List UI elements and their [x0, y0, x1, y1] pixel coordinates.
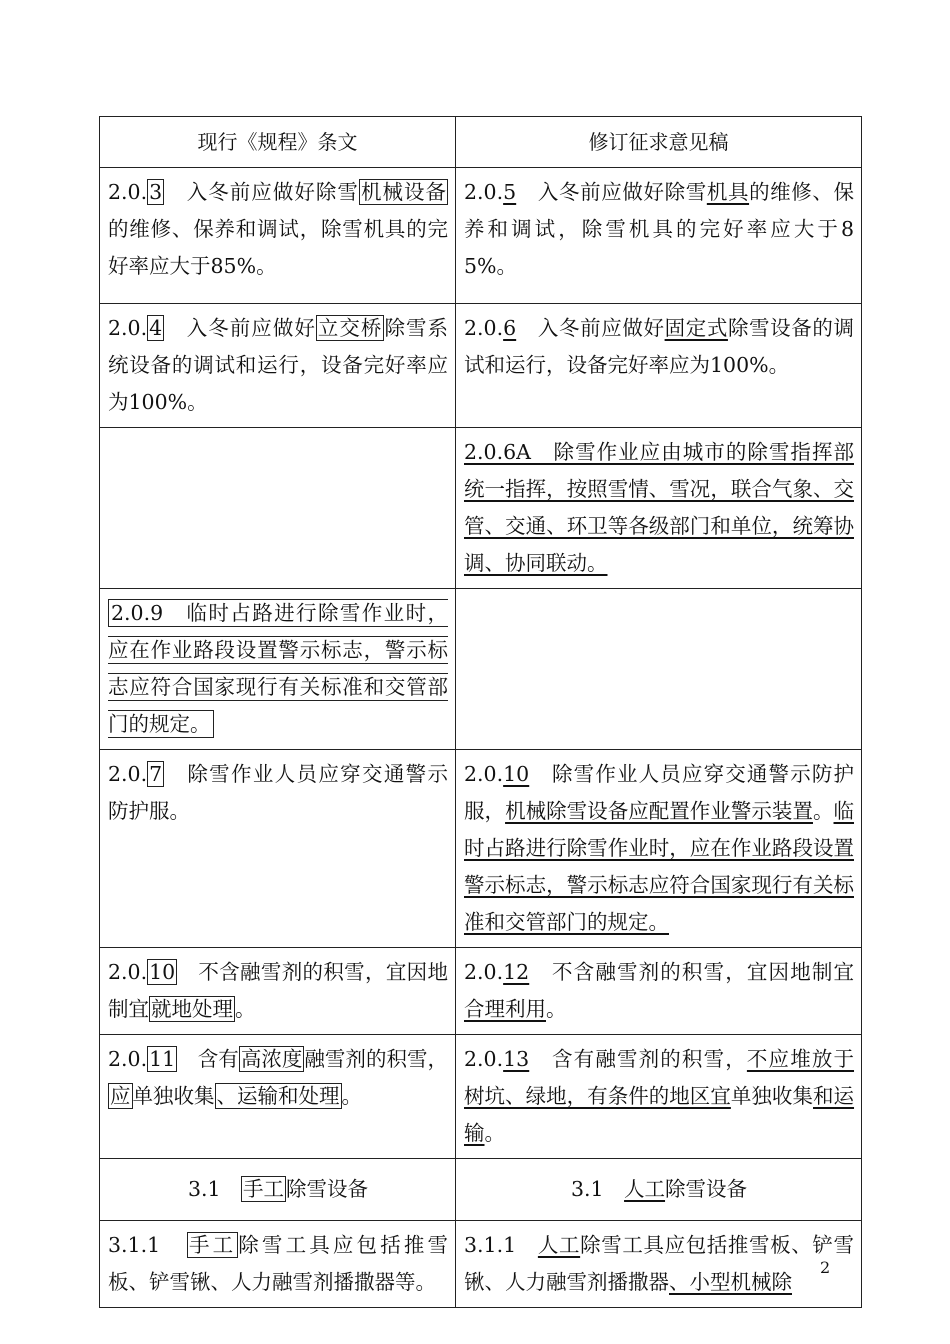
clause-text: 。 [341, 1084, 362, 1108]
table-row [100, 1221, 862, 1308]
clause-text: 除雪作业人员应穿交通警示防护服。 [108, 762, 448, 823]
current-clause-cell [100, 1221, 456, 1308]
clause-text: 。 [235, 997, 256, 1021]
clause-text: 单独收集 [730, 1084, 813, 1108]
clause-text: 不含融雪剂的积雪，宜因地制宜 [529, 960, 854, 984]
current-clause-cell [100, 589, 456, 750]
clause-text: 3.1 [570, 1177, 625, 1201]
current-clause-cell [100, 428, 456, 589]
table-row [100, 304, 862, 428]
underlined-added-text: 机具 [706, 180, 750, 204]
clause-text: 。 [812, 799, 834, 823]
revised-clause-cell [456, 750, 862, 948]
clause-text: 2.0. [108, 180, 148, 204]
revised-clause-cell [456, 1035, 862, 1159]
revised-clause-cell [456, 428, 862, 589]
underlined-added-text: 13 [503, 1047, 530, 1071]
clause-text: 除雪设备 [665, 1177, 748, 1201]
clause-text: 。 [546, 997, 567, 1021]
clause-text: 除雪系统设备的调试和运行，设备完好率应为100%。 [108, 316, 449, 414]
current-clause-cell [100, 1159, 456, 1221]
underlined-added-text: 不应堆放于树坑、绿地，有条件的地区宜 [464, 1047, 855, 1108]
table-row [100, 750, 862, 948]
clause-text: 除雪作业人员应穿交通警示防护服， [464, 762, 854, 823]
current-clause-cell [100, 304, 456, 428]
clause-text: 入冬前应做好除雪 [516, 180, 707, 204]
current-clause-cell [100, 750, 456, 948]
current-clause-cell [100, 948, 456, 1035]
table-row [100, 428, 862, 589]
clause-text: 2.0. [108, 960, 148, 984]
table-row [100, 1035, 862, 1159]
underlined-added-text: 合理利用 [464, 997, 546, 1021]
underlined-added-text: 临时占路进行除雪作业时，应在作业路段设置警示标志，警示标志应符合国家现行有关标准和交管部门的规定。 [464, 799, 855, 934]
underlined-added-text: 机械除雪设备应配置作业警示装置 [505, 799, 813, 823]
clause-text: 2.0. [108, 762, 148, 786]
boxed-deleted-text: 高浓度 [240, 1047, 303, 1071]
underlined-added-text: 10 [503, 762, 530, 786]
clause-text: 入冬前应做好 [164, 316, 316, 340]
clause-text: 的维修、保养和调试，除雪机具的完好率应大于85%。 [464, 180, 855, 278]
boxed-deleted-text: 10 [149, 960, 176, 984]
clause-text: 的维修、保养和调试，除雪机具的完好率应大于85%。 [108, 217, 448, 278]
underlined-added-text: 12 [503, 960, 530, 984]
comparison-table [99, 116, 862, 1308]
table-header-row [100, 117, 862, 168]
clause-text: 2.0. [108, 316, 148, 340]
clause-text: 2.0. [464, 316, 504, 340]
boxed-deleted-clause: 2.0.9 临时占路进行除雪作业时，应在作业路段设置警示标志，警示标志应符合国家现行有关标准和交管部门的规定。 [108, 601, 448, 736]
underlined-added-text: 人工 [624, 1177, 666, 1201]
revised-clause-cell [456, 1159, 862, 1221]
current-clause-cell [100, 1035, 456, 1159]
revised-clause-cell [456, 589, 862, 750]
boxed-deleted-text: 手工 [243, 1177, 285, 1201]
header-revision-draft: 修订征求意见稿 [456, 117, 862, 168]
boxed-deleted-text: 7 [149, 762, 163, 786]
table-row [100, 948, 862, 1035]
table-body [100, 168, 862, 1308]
clause-text: 2.0. [464, 762, 504, 786]
underlined-added-text: 2.0.6A 除雪作业应由城市的除雪指挥部统一指挥，按照雪情、雪况，联合气象、交管、交通、环卫等各级部门和单位，统筹协调、协同联动。 [464, 440, 854, 575]
revised-clause-cell [456, 304, 862, 428]
underlined-added-text: 固定式 [664, 316, 728, 340]
boxed-deleted-text: 机械设备 [360, 180, 447, 204]
underlined-added-text: 6 [503, 316, 517, 340]
boxed-deleted-text: 3 [149, 180, 163, 204]
clause-text: 2.0. [464, 1047, 504, 1071]
boxed-deleted-text: 就地处理 [151, 997, 233, 1021]
clause-text: 含有融雪剂的积雪， [529, 1047, 747, 1071]
current-clause-cell [100, 168, 456, 304]
page-number: 2 [820, 1258, 831, 1277]
revised-clause-cell [456, 1221, 862, 1308]
boxed-deleted-text: 手工 [188, 1233, 237, 1257]
clause-text: 2.0. [464, 180, 504, 204]
revised-clause-cell [456, 168, 862, 304]
clause-text: 除雪设备的调试和运行，设备完好率应为100%。 [464, 316, 855, 377]
clause-text: 除雪工具应包括推雪板、铲雪锹、人力融雪剂播撒器 [464, 1233, 854, 1294]
clause-text: 单独收集 [132, 1084, 215, 1108]
clause-text: 2.0. [464, 960, 504, 984]
clause-text: 3.1.1 [108, 1233, 187, 1257]
underlined-added-text: 人工 [537, 1233, 581, 1257]
header-current-regulation: 现行《规程》条文 [100, 117, 456, 168]
section-heading-row [100, 1159, 862, 1221]
boxed-deleted-text: 4 [149, 316, 163, 340]
clause-text: 含有 [177, 1047, 239, 1071]
clause-text: 不含融雪剂的积雪，宜因地制宜 [108, 960, 448, 1021]
underlined-added-text: 和运输 [464, 1084, 855, 1145]
clause-text: 融雪剂的积雪， [304, 1047, 449, 1071]
clause-text: 3.1.1 [464, 1233, 538, 1257]
clause-text: 。 [484, 1121, 505, 1145]
table-row [100, 168, 862, 304]
clause-text: 3.1 [187, 1177, 242, 1201]
boxed-deleted-text: 应 [110, 1084, 131, 1108]
boxed-deleted-text: 、运输和处理 [216, 1084, 340, 1108]
clause-text: 入冬前应做好除雪 [164, 180, 359, 204]
boxed-deleted-text: 11 [149, 1047, 176, 1071]
clause-text: 除雪工具应包括推雪板、铲雪锹、人力融雪剂播撒器等。 [108, 1233, 448, 1294]
boxed-deleted-text: 立交桥 [317, 316, 383, 340]
revised-clause-cell [456, 948, 862, 1035]
clause-text: 入冬前应做好 [516, 316, 665, 340]
underlined-added-text: 、小型机械除 [669, 1270, 792, 1294]
table-row [100, 589, 862, 750]
clause-text: 除雪设备 [286, 1177, 369, 1201]
clause-text: 2.0. [108, 1047, 148, 1071]
underlined-added-text: 5 [503, 180, 517, 204]
